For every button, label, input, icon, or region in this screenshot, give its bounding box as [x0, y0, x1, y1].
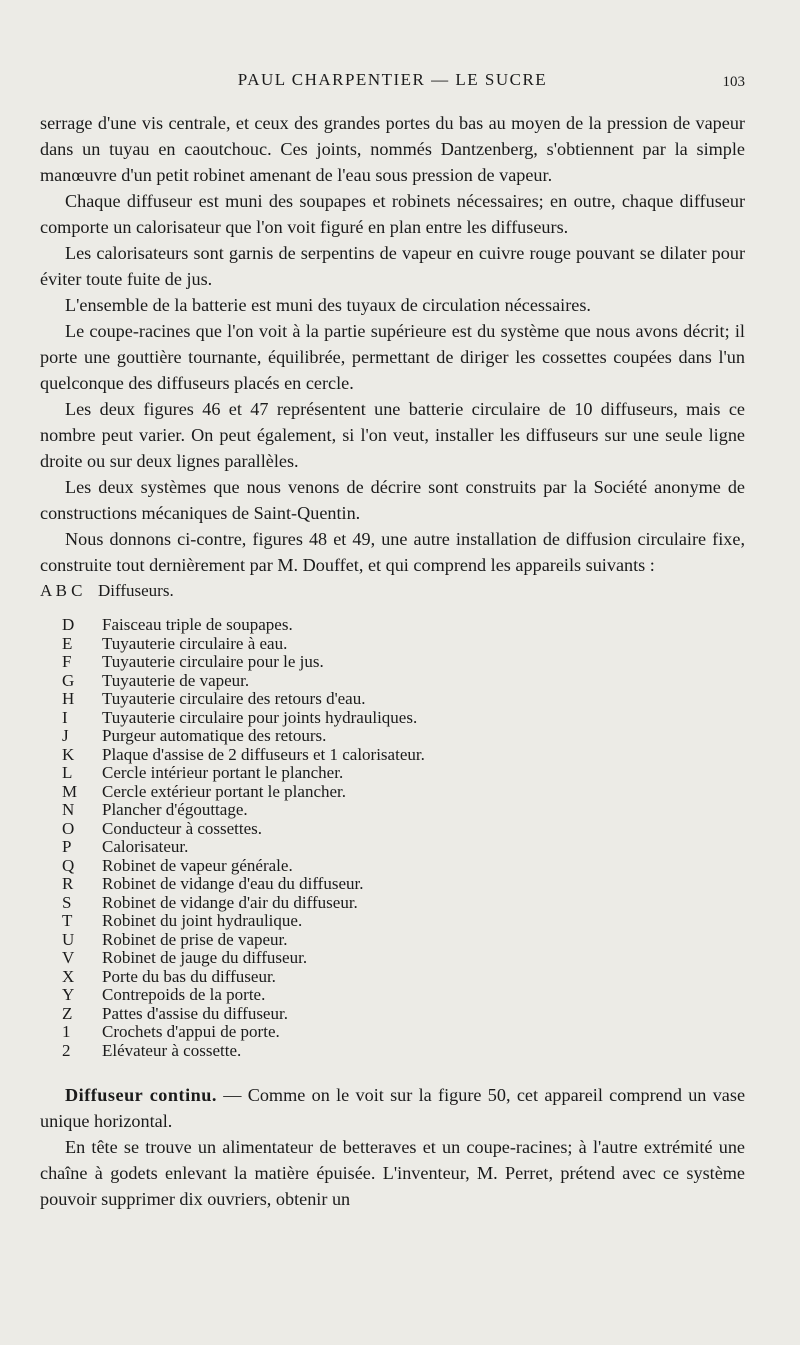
legend-item — [40, 968, 745, 987]
legend-label: Robinet de jauge du diffuseur. — [102, 948, 308, 967]
paragraph: Nous donnons ci-contre, figures 48 et 49, une autre installation de diffusion circulaire fixe, construite tout dernièrement par M. Douffet, et qui comprend les appareils suivants : — [40, 529, 745, 575]
legend-label: Cercle intérieur portant le plancher. — [102, 763, 344, 782]
legend-key: A B C — [40, 581, 83, 600]
legend-label: Plancher d'égouttage. — [102, 800, 248, 819]
section-paragraph: En tête se trouve un alimentateur de betteraves et un coupe-racines; à l'autre extrémité une chaîne à godets enlevant la matière épuisée. L'inventeur, M. Perret, prétend avec ce système pouvoir supprimer dix ouvriers, obtenir un — [40, 1137, 745, 1209]
legend-key: Y — [62, 985, 75, 1004]
legend-label: Tuyauterie circulaire à eau. — [102, 633, 288, 653]
legend-label: Faisceau triple de soupapes. — [102, 615, 293, 634]
paragraph: Les deux systèmes que nous venons de décrire sont construits par la Société anonyme de constructions mécaniques de Saint-Quentin. — [40, 477, 745, 523]
legend-header — [40, 578, 745, 616]
legend-key: M — [62, 781, 78, 801]
legend-label: Contrepoids de la porte. — [102, 985, 266, 1004]
legend-item — [40, 635, 745, 654]
legend-key: G — [62, 670, 75, 690]
legend-label: Pattes d'assise du diffuseur. — [102, 1003, 288, 1023]
running-header — [40, 70, 745, 96]
legend-key: R — [62, 874, 74, 893]
legend-key: J — [62, 726, 69, 745]
paragraph: Les calorisateurs sont garnis de serpentins de vapeur en cuivre rouge pouvant se dilater pour éviter toute fuite de jus. — [40, 243, 745, 289]
legend-label: Diffuseurs. — [98, 581, 174, 600]
legend-item — [40, 912, 745, 931]
legend-item — [40, 1023, 745, 1042]
legend-key: U — [62, 929, 75, 949]
paragraph: Le coupe-racines que l'on voit à la partie supérieure est du système que nous avons décrit; il porte une gouttière tournante, équilibrée, permettant de diriger les cossettes coupées dans l'un quelconque des diffuseurs placés en cercle. — [40, 321, 745, 393]
spacer — [40, 1060, 745, 1082]
legend-label: Tuyauterie circulaire pour joints hydrauliques. — [102, 707, 418, 727]
legend-label: Purgeur automatique des retours. — [102, 726, 327, 745]
legend-label: Cercle extérieur portant le plancher. — [102, 781, 347, 801]
legend-item — [40, 653, 745, 672]
legend-item — [40, 931, 745, 950]
legend-item — [40, 616, 745, 635]
legend-key: X — [62, 966, 75, 986]
paragraph: Chaque diffuseur est muni des soupapes et robinets nécessaires; en outre, chaque diffuseur comporte un calorisateur que l'on voit figuré en plan entre les diffuseurs. — [40, 191, 745, 237]
legend-key: L — [62, 763, 73, 782]
legend-list — [40, 616, 745, 1060]
legend-key: F — [62, 652, 72, 671]
legend-key: T — [62, 911, 73, 930]
legend-item — [40, 672, 745, 691]
paragraph: L'ensemble de la batterie est muni des tuyaux de circulation nécessaires. — [65, 295, 591, 315]
legend-item — [40, 709, 745, 728]
legend-label: Calorisateur. — [102, 837, 189, 856]
legend-label: Plaque d'assise de 2 diffuseurs et 1 calorisateur. — [102, 744, 425, 764]
legend-key: Q — [62, 855, 75, 875]
section-paragraph — [40, 1082, 745, 1134]
legend-key: 2 — [62, 1040, 71, 1060]
legend-label: Crochets d'appui de porte. — [102, 1022, 280, 1041]
legend-label: Robinet de prise de vapeur. — [102, 929, 288, 949]
page-number: 103 — [722, 74, 745, 90]
legend-label: Tuyauterie circulaire des retours d'eau. — [102, 689, 366, 708]
legend-item — [40, 857, 745, 876]
legend-key: N — [62, 800, 75, 819]
legend-item — [40, 690, 745, 709]
legend-key: O — [62, 818, 75, 838]
legend-key: V — [62, 948, 75, 967]
legend-label: Robinet de vidange d'eau du diffuseur. — [102, 874, 364, 893]
legend-label: Robinet de vapeur générale. — [102, 855, 293, 875]
running-title: PAUL CHARPENTIER — LE SUCRE — [237, 70, 548, 89]
legend-item — [40, 875, 745, 894]
section-text: — Comme on le voit sur la figure 50, cet appareil comprend un vase unique horizontal. — [40, 1085, 746, 1131]
legend-key: E — [62, 633, 73, 653]
legend-key: D — [62, 615, 75, 634]
legend-key: K — [62, 744, 75, 764]
legend-item — [40, 746, 745, 765]
legend-key: S — [62, 892, 72, 912]
legend-item — [40, 727, 745, 746]
legend-item — [40, 838, 745, 857]
legend-key: 1 — [62, 1022, 71, 1041]
legend-label: Robinet de vidange d'air du diffuseur. — [102, 892, 358, 912]
paragraph: Les deux figures 46 et 47 représentent une batterie circulaire de 10 diffuseurs, mais ce nombre peut varier. On peut également, si l'on veut, installer les diffuseurs sur une seule ligne droite ou sur deux lignes parallèles. — [40, 399, 745, 471]
page-body — [40, 110, 745, 1212]
legend-label: Robinet du joint hydraulique. — [102, 911, 303, 930]
legend-key: I — [62, 707, 68, 727]
legend-key: P — [62, 837, 72, 856]
legend-key: Z — [62, 1003, 73, 1023]
legend-label: Conducteur à cossettes. — [102, 818, 263, 838]
paragraph: serrage d'une vis centrale, et ceux des grandes portes du bas au moyen de la pression de vapeur dans un tuyau en caoutchouc. Ces joints, nommés Dantzenberg, s'obtiennent par la simple manœuvre d'un petit robinet amenant de l'eau sous pression de vapeur. — [40, 113, 745, 185]
legend-item — [40, 1005, 745, 1024]
legend-label: Porte du bas du diffuseur. — [102, 966, 276, 986]
legend-item — [40, 1042, 745, 1061]
legend-item — [40, 820, 745, 839]
legend-item — [40, 783, 745, 802]
section-title: Diffuseur continu. — [65, 1085, 217, 1105]
legend-item — [40, 986, 745, 1005]
legend-item — [40, 801, 745, 820]
legend-label: Tuyauterie circulaire pour le jus. — [102, 652, 324, 671]
legend-label: Tuyauterie de vapeur. — [102, 670, 250, 690]
legend-label: Elévateur à cossette. — [102, 1040, 242, 1060]
legend-item — [40, 949, 745, 968]
legend-item — [40, 894, 745, 913]
legend-key: H — [62, 689, 75, 708]
legend-item — [40, 764, 745, 783]
